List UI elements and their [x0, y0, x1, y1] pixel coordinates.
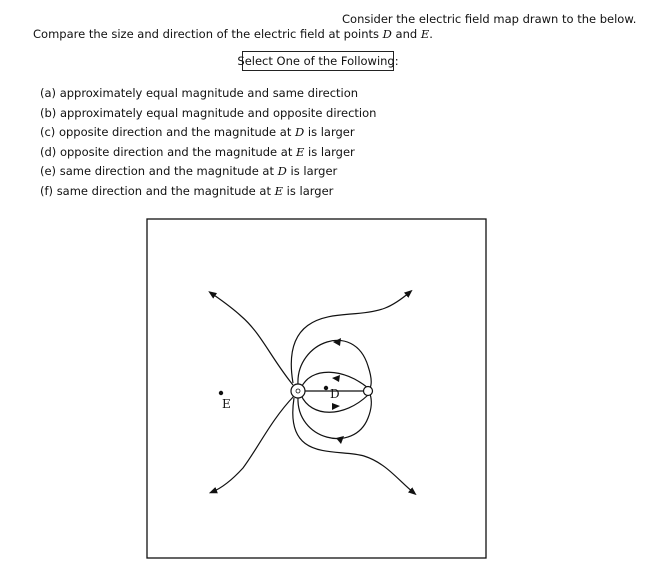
option-letter: (c)	[40, 125, 56, 139]
prompt-line-2	[33, 27, 433, 41]
option-letter: (b)	[40, 105, 57, 120]
field-loop-outer-top	[298, 340, 371, 388]
option-a[interactable]	[40, 84, 376, 104]
prompt-var-e: E	[420, 27, 430, 41]
charge-small	[364, 387, 373, 396]
option-tail: is larger	[286, 164, 338, 178]
electric-field-map	[146, 218, 488, 560]
option-c[interactable]	[40, 123, 376, 143]
select-one-button[interactable]: Select One of the Following:	[242, 51, 394, 71]
option-var: E	[274, 183, 284, 198]
option-letter: (d)	[40, 144, 57, 159]
figure-frame	[147, 219, 486, 558]
option-f[interactable]	[40, 182, 376, 202]
option-text: opposite direction and the magnitude at	[58, 125, 295, 139]
point-d-label: D	[330, 387, 340, 401]
option-text: opposite direction and the magnitude at	[59, 144, 296, 159]
option-letter: (f)	[40, 183, 54, 198]
option-letter: (e)	[40, 164, 57, 178]
option-b[interactable]	[40, 104, 376, 124]
option-text: approximately equal magnitude and same direction	[59, 86, 359, 100]
arrow-top-inner	[332, 375, 340, 382]
prompt-line-1: Consider the electric field map drawn to the below.	[342, 12, 637, 26]
option-e[interactable]	[40, 162, 376, 182]
option-text: approximately equal magnitude and opposite direction	[59, 105, 377, 120]
point-d-dot	[324, 386, 328, 390]
field-lines	[211, 292, 414, 493]
answer-options-list	[40, 84, 376, 201]
field-loop-inner-top	[301, 372, 368, 388]
option-d[interactable]	[40, 143, 376, 163]
option-var: E	[295, 144, 305, 159]
prompt-text-post: .	[429, 27, 433, 41]
arrow-bottom-inner	[332, 403, 340, 410]
arrow-bottom-outer	[336, 436, 344, 444]
point-e-dot	[219, 391, 223, 395]
option-text: same direction and the magnitude at	[56, 183, 275, 198]
charge-large	[291, 384, 305, 398]
option-text: same direction and the magnitude at	[59, 164, 278, 178]
option-var: D	[295, 125, 305, 139]
option-var: D	[277, 164, 287, 178]
option-tail: is larger	[304, 144, 355, 159]
prompt-text-mid: and	[391, 27, 421, 41]
option-tail: is larger	[283, 183, 334, 198]
field-line-upper-left	[211, 293, 293, 385]
option-tail: is larger	[304, 125, 355, 139]
field-line-lower-right	[293, 398, 414, 493]
field-line-upper-right	[291, 292, 410, 383]
arrow-top-outer	[333, 338, 341, 346]
prompt-var-d: D	[382, 27, 392, 41]
prompt-text-pre: Compare the size and direction of the electric field at points	[33, 27, 383, 41]
point-e-label: E	[222, 397, 231, 411]
option-letter: (a)	[40, 86, 57, 100]
